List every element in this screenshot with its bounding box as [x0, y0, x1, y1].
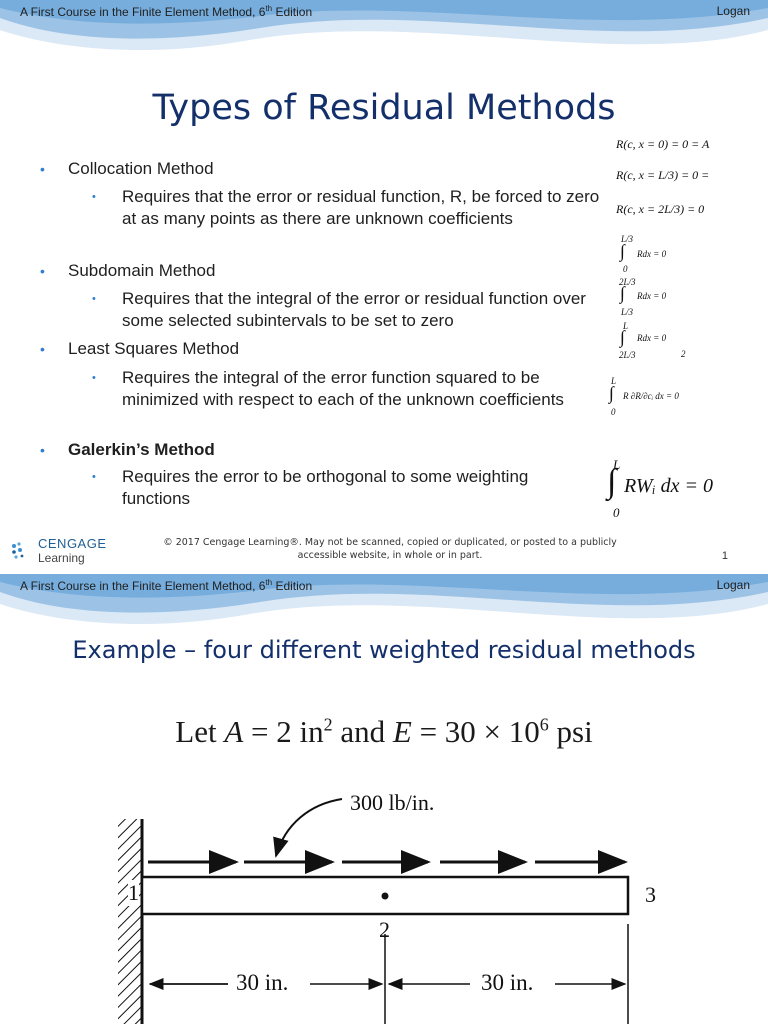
integral-sign-icon: ∫	[620, 241, 625, 261]
sub-bullet-dot-icon: •	[92, 293, 96, 305]
fixed-wall	[118, 819, 142, 1024]
node-2-marker	[382, 893, 389, 900]
integral-sign-icon: ∫	[609, 383, 614, 403]
node-2-label: 2	[379, 917, 390, 942]
sub-bullet-dot-icon: •	[92, 471, 96, 483]
integral-sign-icon: ∫	[620, 327, 625, 347]
slide-2	[0, 574, 768, 1024]
dimension-left-label: 30 in.	[236, 970, 289, 995]
cengage-logo-icon	[10, 540, 34, 564]
collocation-eq-1: R(c, x = 0) = 0 = A	[616, 137, 710, 151]
node-1-label: 1	[128, 880, 139, 905]
load-leader-arrow	[276, 799, 342, 856]
slide-title: Example – four different weighted residual methods	[72, 636, 696, 664]
bullet-dot-icon: •	[40, 442, 45, 458]
integral-sign-icon: ∫	[620, 283, 625, 303]
author-name: Logan	[716, 4, 750, 18]
book-title: A First Course in the Finite Element Method, 6th Edition	[20, 4, 313, 19]
page-number: 1	[721, 550, 728, 562]
book-title: A First Course in the Finite Element Method, 6th Edition	[20, 578, 313, 593]
bullet-dot-icon: •	[40, 263, 45, 279]
slide-1: A First Course in the Finite Element Method, 6th Edition Logan Types of Residual Methods • Collocation Method • Requires that the error or residual function, R, be forced to zero at as many points as there are unknown coefficients • Subdomain Method • Requires that the integral of the error or residual function over some selected subintervals to be set to zero • Least Squares Method • Requires the integral of the error function squared to be minimized with respect to each of the unknown coefficients • Galerkin’s Method • Requires the error to be orthogonal to some weighting functions R(c, x = 0) = 0 = A R(c, x = L/3) = 0 = R(c, x = 2L/3) = 0 L/3 ∫ 0 Rdx = 0 2L/3 ∫ L/3 Rdx = 0 L ∫ 2L/3 Rdx = 0 2 L ∫ 0 R ∂R/∂cᵢ dx = 0 L ∫ 0 RWᵢ dx = 0 CENGAGE Learning © 2017 Cengage Learning®. May not be scanned, copied or duplicated, or posted to a publicly accessible website, in whole or in part. 1	[0, 0, 768, 574]
collocation-eq-2: R(c, x = L/3) = 0 =	[616, 168, 710, 182]
load-label: 300 lb/in.	[350, 790, 435, 815]
integral-sign-icon: ∫	[607, 463, 617, 500]
sub-bullet-dot-icon: •	[92, 191, 96, 203]
bullet-dot-icon: •	[40, 161, 45, 177]
node-3-label: 3	[645, 882, 656, 907]
bullet-dot-icon: •	[40, 341, 45, 357]
author-name: Logan	[716, 578, 750, 592]
dimension-right-label: 30 in.	[481, 970, 534, 995]
collocation-eq-3: R(c, x = 2L/3) = 0	[616, 202, 705, 216]
sub-bullet-dot-icon: •	[92, 372, 96, 384]
slide-title: Types of Residual Methods	[152, 88, 616, 128]
given-values: Let A = 2 $in^2$ and $E = 30 \times 10^6$ psi	[175, 714, 593, 749]
cengage-logo: CENGAGE Learning	[10, 536, 120, 568]
copyright-notice: © 2017 Cengage Learning®. May not be scanned, copied or duplicated, or posted to a publicly accessible website, in whole or in part.	[163, 537, 617, 561]
